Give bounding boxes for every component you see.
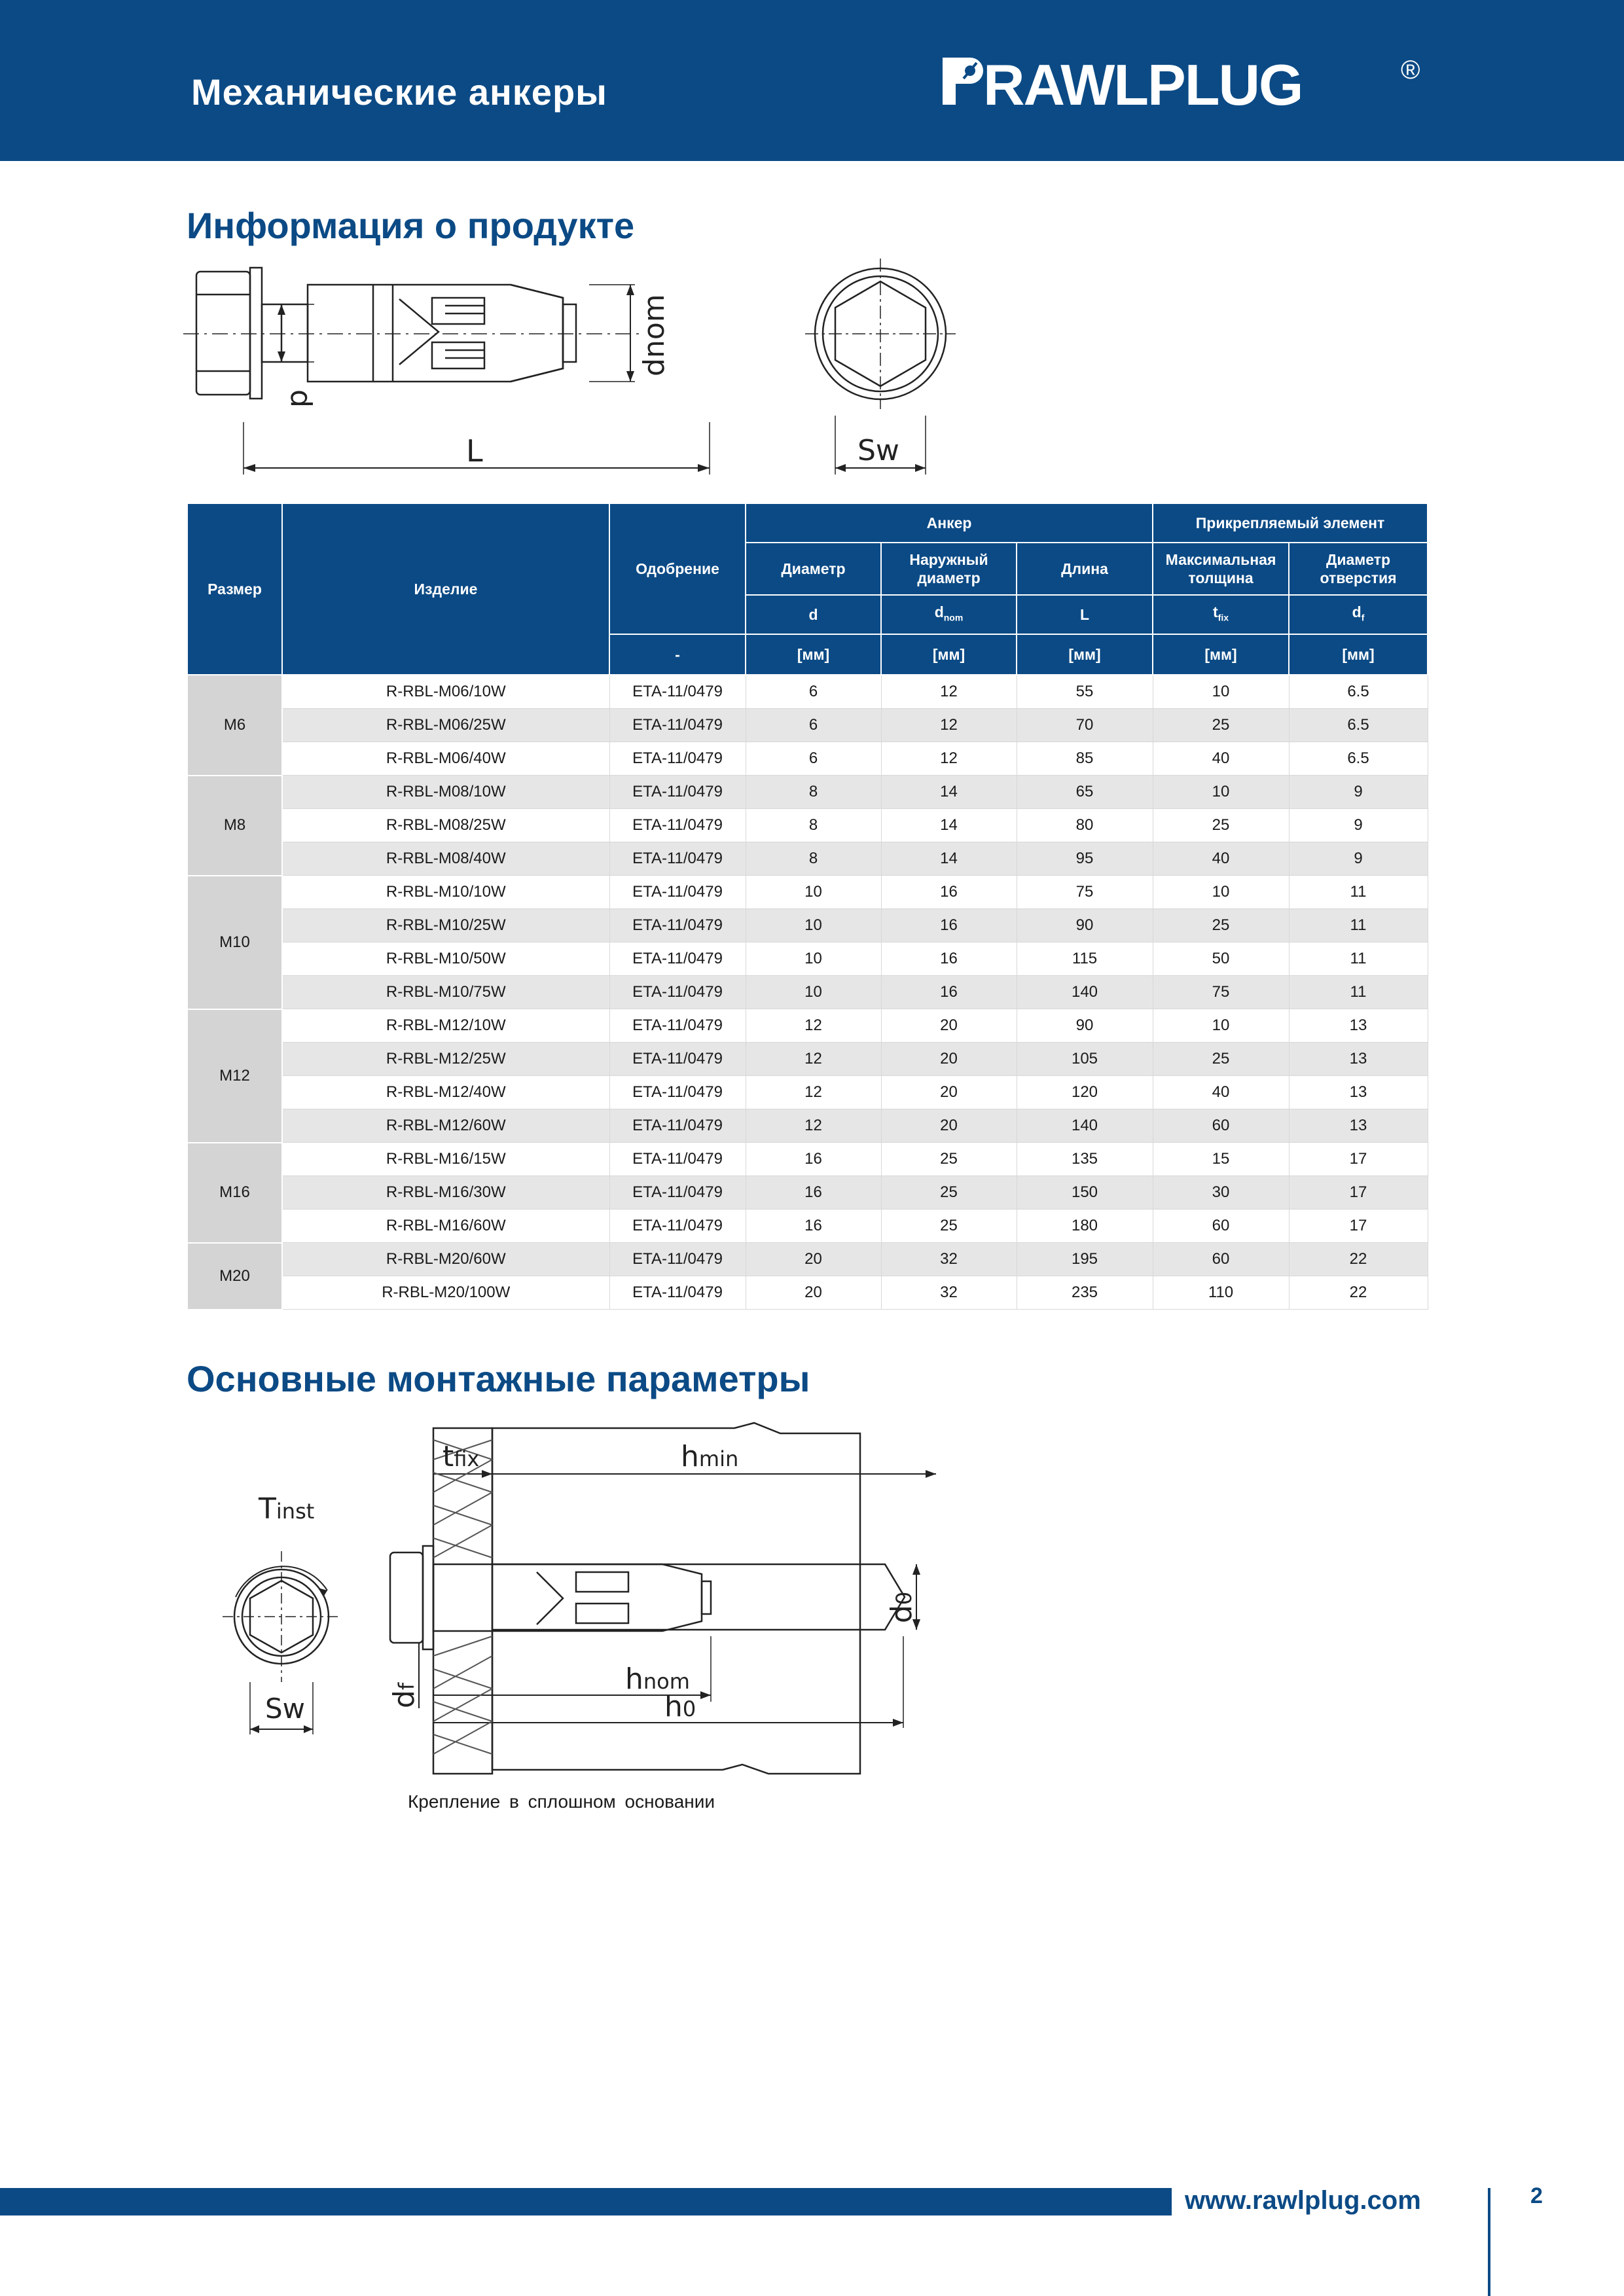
cell-d: 10 (746, 942, 881, 976)
symbol-df: $d_f$ (1289, 595, 1428, 634)
cell-approval: ETA-11/0479 (609, 909, 746, 942)
cell-dnom: 20 (881, 1009, 1017, 1043)
cell-product: R-RBL-M06/25W (282, 709, 609, 742)
table-row (187, 942, 1428, 976)
cell-df: 11 (1289, 909, 1428, 942)
cell-tfix: 10 (1153, 1009, 1289, 1043)
cell-d: 6 (746, 742, 881, 776)
cell-tfix: 40 (1153, 842, 1289, 876)
cell-L: 85 (1017, 742, 1153, 776)
unit-dnom: [мм] (881, 634, 1017, 675)
cell-approval: ETA-11/0479 (609, 1176, 746, 1210)
cell-L: 75 (1017, 876, 1153, 909)
drawing-caption: Крепление в сплошном основании (408, 1791, 715, 1812)
cell-product: R-RBL-M20/100W (282, 1276, 609, 1310)
cell-d: 8 (746, 809, 881, 842)
label-h0: h0 (664, 1690, 696, 1723)
cell-tfix: 10 (1153, 675, 1289, 709)
table-row (187, 776, 1428, 809)
cell-df: 6.5 (1289, 742, 1428, 776)
cell-dnom: 32 (881, 1276, 1017, 1310)
table-row (187, 809, 1428, 842)
cell-df: 13 (1289, 1043, 1428, 1076)
header-outer-diameter: Наружный диаметр (881, 543, 1017, 595)
cell-dnom: 25 (881, 1176, 1017, 1210)
cell-tfix: 15 (1153, 1143, 1289, 1176)
logo-wordmark: RAWLPLUG (983, 52, 1303, 115)
header-max-thickness: Максимальная толщина (1153, 543, 1289, 595)
cell-d: 12 (746, 1109, 881, 1143)
cell-product: R-RBL-M06/40W (282, 742, 609, 776)
unit-tfix: [мм] (1153, 634, 1289, 675)
cell-d: 16 (746, 1143, 881, 1176)
anchor-dimension-drawing (183, 259, 956, 484)
size-group-cell: M12 (187, 1009, 282, 1143)
cell-dnom: 14 (881, 809, 1017, 842)
table-row (187, 976, 1428, 1009)
cell-df: 6.5 (1289, 675, 1428, 709)
cell-d: 16 (746, 1176, 881, 1210)
cell-product: R-RBL-M16/60W (282, 1210, 609, 1243)
table-row (187, 1143, 1428, 1176)
cell-df: 13 (1289, 1109, 1428, 1143)
label-d0: d0 (885, 1591, 918, 1623)
cell-dnom: 20 (881, 1076, 1017, 1109)
cell-L: 135 (1017, 1143, 1153, 1176)
cell-tfix: 10 (1153, 876, 1289, 909)
cell-product: R-RBL-M10/25W (282, 909, 609, 942)
cell-L: 70 (1017, 709, 1153, 742)
table-row (187, 709, 1428, 742)
registered-mark: ® (1401, 56, 1420, 84)
table-row (187, 1243, 1428, 1276)
cell-product: R-RBL-M08/25W (282, 809, 609, 842)
cell-tfix: 25 (1153, 809, 1289, 842)
cell-d: 6 (746, 709, 881, 742)
cell-d: 8 (746, 842, 881, 876)
cell-d: 12 (746, 1076, 881, 1109)
cell-df: 11 (1289, 942, 1428, 976)
cell-product: R-RBL-M08/40W (282, 842, 609, 876)
cell-approval: ETA-11/0479 (609, 809, 746, 842)
cell-d: 10 (746, 976, 881, 1009)
cell-dnom: 20 (881, 1109, 1017, 1143)
cell-d: 8 (746, 776, 881, 809)
cell-df: 13 (1289, 1009, 1428, 1043)
cell-product: R-RBL-M10/75W (282, 976, 609, 1009)
cell-tfix: 40 (1153, 742, 1289, 776)
unit-d: [мм] (746, 634, 881, 675)
cell-product: R-RBL-M16/30W (282, 1176, 609, 1210)
section-title-installation: Основные монтажные параметры (187, 1358, 810, 1399)
cell-dnom: 16 (881, 909, 1017, 942)
cell-df: 22 (1289, 1243, 1428, 1276)
cell-df: 9 (1289, 776, 1428, 809)
table-row (187, 742, 1428, 776)
size-group-cell: M8 (187, 776, 282, 876)
table-row (187, 1176, 1428, 1210)
cell-product: R-RBL-M12/60W (282, 1109, 609, 1143)
cell-dnom: 16 (881, 942, 1017, 976)
cell-L: 150 (1017, 1176, 1153, 1210)
label-tfix: tfix (442, 1440, 480, 1473)
cell-approval: ETA-11/0479 (609, 742, 746, 776)
specification-table (187, 503, 1428, 1310)
cell-df: 6.5 (1289, 709, 1428, 742)
cell-approval: ETA-11/0479 (609, 776, 746, 809)
cell-dnom: 12 (881, 742, 1017, 776)
cell-L: 115 (1017, 942, 1153, 976)
footer-website-link[interactable]: www.rawlplug.com (1185, 2186, 1421, 2215)
page-number: 2 (1530, 2183, 1543, 2208)
table-row (187, 1076, 1428, 1109)
cell-tfix: 25 (1153, 909, 1289, 942)
cell-tfix: 30 (1153, 1176, 1289, 1210)
table-row (187, 1009, 1428, 1043)
cell-product: R-RBL-M12/40W (282, 1076, 609, 1109)
label-tinst: Tinst (259, 1492, 315, 1526)
label-df: df (388, 1682, 421, 1708)
cell-tfix: 50 (1153, 942, 1289, 976)
symbol-d: d (746, 595, 881, 634)
cell-approval: ETA-11/0479 (609, 942, 746, 976)
cell-L: 105 (1017, 1043, 1153, 1076)
table-row (187, 1109, 1428, 1143)
cell-tfix: 25 (1153, 709, 1289, 742)
cell-dnom: 32 (881, 1243, 1017, 1276)
symbol-tfix: $t_{fix}$ (1153, 595, 1289, 634)
symbol-dnom: $d_{nom}$ (881, 595, 1017, 634)
header-fixture: Прикрепляемый элемент (1153, 503, 1428, 543)
header-title: Механические анкеры (191, 71, 607, 113)
cell-L: 90 (1017, 909, 1153, 942)
cell-L: 90 (1017, 1009, 1153, 1043)
section-title-product-info: Информация о продукте (187, 205, 635, 246)
unit-L: [мм] (1017, 634, 1153, 675)
cell-d: 20 (746, 1276, 881, 1310)
table-row (187, 909, 1428, 942)
cell-approval: ETA-11/0479 (609, 842, 746, 876)
size-group-cell: M10 (187, 876, 282, 1009)
cell-approval: ETA-11/0479 (609, 1276, 746, 1310)
unit-approval: - (609, 634, 746, 675)
table-row (187, 1276, 1428, 1310)
header-hole-diameter: Диаметр отверстия (1289, 543, 1428, 595)
header-diameter: Диаметр (746, 543, 881, 595)
label-d: d (284, 389, 317, 408)
cell-df: 22 (1289, 1276, 1428, 1310)
table-row (187, 842, 1428, 876)
cell-L: 140 (1017, 1109, 1153, 1143)
cell-tfix: 110 (1153, 1276, 1289, 1310)
cell-dnom: 16 (881, 976, 1017, 1009)
cell-tfix: 60 (1153, 1210, 1289, 1243)
unit-df: [мм] (1289, 634, 1428, 675)
header-length: Длина (1017, 543, 1153, 595)
cell-dnom: 14 (881, 842, 1017, 876)
cell-approval: ETA-11/0479 (609, 1210, 746, 1243)
cell-L: 65 (1017, 776, 1153, 809)
table-row (187, 876, 1428, 909)
cell-d: 16 (746, 1210, 881, 1243)
header-size: Размер (187, 503, 282, 675)
cell-d: 10 (746, 909, 881, 942)
cell-df: 17 (1289, 1143, 1428, 1176)
table-row (187, 1043, 1428, 1076)
cell-product: R-RBL-M20/60W (282, 1243, 609, 1276)
cell-product: R-RBL-M12/25W (282, 1043, 609, 1076)
cell-L: 140 (1017, 976, 1153, 1009)
cell-approval: ETA-11/0479 (609, 1109, 746, 1143)
cell-approval: ETA-11/0479 (609, 1043, 746, 1076)
cell-d: 12 (746, 1009, 881, 1043)
label-dnom: dnom (638, 294, 671, 376)
cell-df: 9 (1289, 842, 1428, 876)
cell-df: 17 (1289, 1210, 1428, 1243)
page-header (0, 0, 1624, 161)
cell-d: 6 (746, 675, 881, 709)
table-row (187, 1210, 1428, 1243)
cell-tfix: 60 (1153, 1109, 1289, 1143)
label-sw-2: Sw (265, 1693, 306, 1725)
label-hnom: hnom (625, 1662, 690, 1696)
cell-d: 10 (746, 876, 881, 909)
cell-approval: ETA-11/0479 (609, 1143, 746, 1176)
cell-dnom: 12 (881, 675, 1017, 709)
label-hmin: hmin (681, 1440, 739, 1473)
cell-approval: ETA-11/0479 (609, 709, 746, 742)
cell-product: R-RBL-M10/10W (282, 876, 609, 909)
cell-tfix: 75 (1153, 976, 1289, 1009)
cell-product: R-RBL-M06/10W (282, 675, 609, 709)
cell-tfix: 25 (1153, 1043, 1289, 1076)
cell-approval: ETA-11/0479 (609, 1243, 746, 1276)
header-anchor: Анкер (746, 503, 1153, 543)
header-approval: Одобрение (609, 503, 746, 634)
cell-approval: ETA-11/0479 (609, 675, 746, 709)
cell-df: 13 (1289, 1076, 1428, 1109)
cell-dnom: 14 (881, 776, 1017, 809)
cell-product: R-RBL-M12/10W (282, 1009, 609, 1043)
footer-bar (0, 2188, 1172, 2215)
rawlplug-logo (943, 50, 1427, 115)
table-row (187, 675, 1428, 709)
cell-df: 11 (1289, 976, 1428, 1009)
label-L: L (466, 433, 483, 469)
cell-df: 9 (1289, 809, 1428, 842)
installation-drawing (196, 1420, 943, 1787)
cell-approval: ETA-11/0479 (609, 876, 746, 909)
table-body (187, 675, 1428, 1310)
cell-df: 11 (1289, 876, 1428, 909)
cell-L: 95 (1017, 842, 1153, 876)
symbol-L: L (1017, 595, 1153, 634)
cell-product: R-RBL-M16/15W (282, 1143, 609, 1176)
cell-d: 12 (746, 1043, 881, 1076)
footer-divider (1488, 2188, 1490, 2296)
cell-df: 17 (1289, 1176, 1428, 1210)
cell-approval: ETA-11/0479 (609, 976, 746, 1009)
label-sw: Sw (857, 434, 899, 467)
size-group-cell: M6 (187, 675, 282, 776)
cell-L: 235 (1017, 1276, 1153, 1310)
cell-dnom: 12 (881, 709, 1017, 742)
cell-product: R-RBL-M08/10W (282, 776, 609, 809)
cell-dnom: 25 (881, 1210, 1017, 1243)
cell-dnom: 25 (881, 1143, 1017, 1176)
cell-approval: ETA-11/0479 (609, 1009, 746, 1043)
cell-dnom: 16 (881, 876, 1017, 909)
cell-L: 195 (1017, 1243, 1153, 1276)
header-product: Изделие (282, 503, 609, 675)
cell-L: 180 (1017, 1210, 1153, 1243)
cell-L: 55 (1017, 675, 1153, 709)
size-group-cell: M16 (187, 1143, 282, 1243)
cell-product: R-RBL-M10/50W (282, 942, 609, 976)
cell-d: 20 (746, 1243, 881, 1276)
cell-tfix: 60 (1153, 1243, 1289, 1276)
cell-approval: ETA-11/0479 (609, 1076, 746, 1109)
cell-tfix: 10 (1153, 776, 1289, 809)
cell-dnom: 20 (881, 1043, 1017, 1076)
size-group-cell: M20 (187, 1243, 282, 1310)
cell-L: 120 (1017, 1076, 1153, 1109)
cell-L: 80 (1017, 809, 1153, 842)
cell-tfix: 40 (1153, 1076, 1289, 1109)
